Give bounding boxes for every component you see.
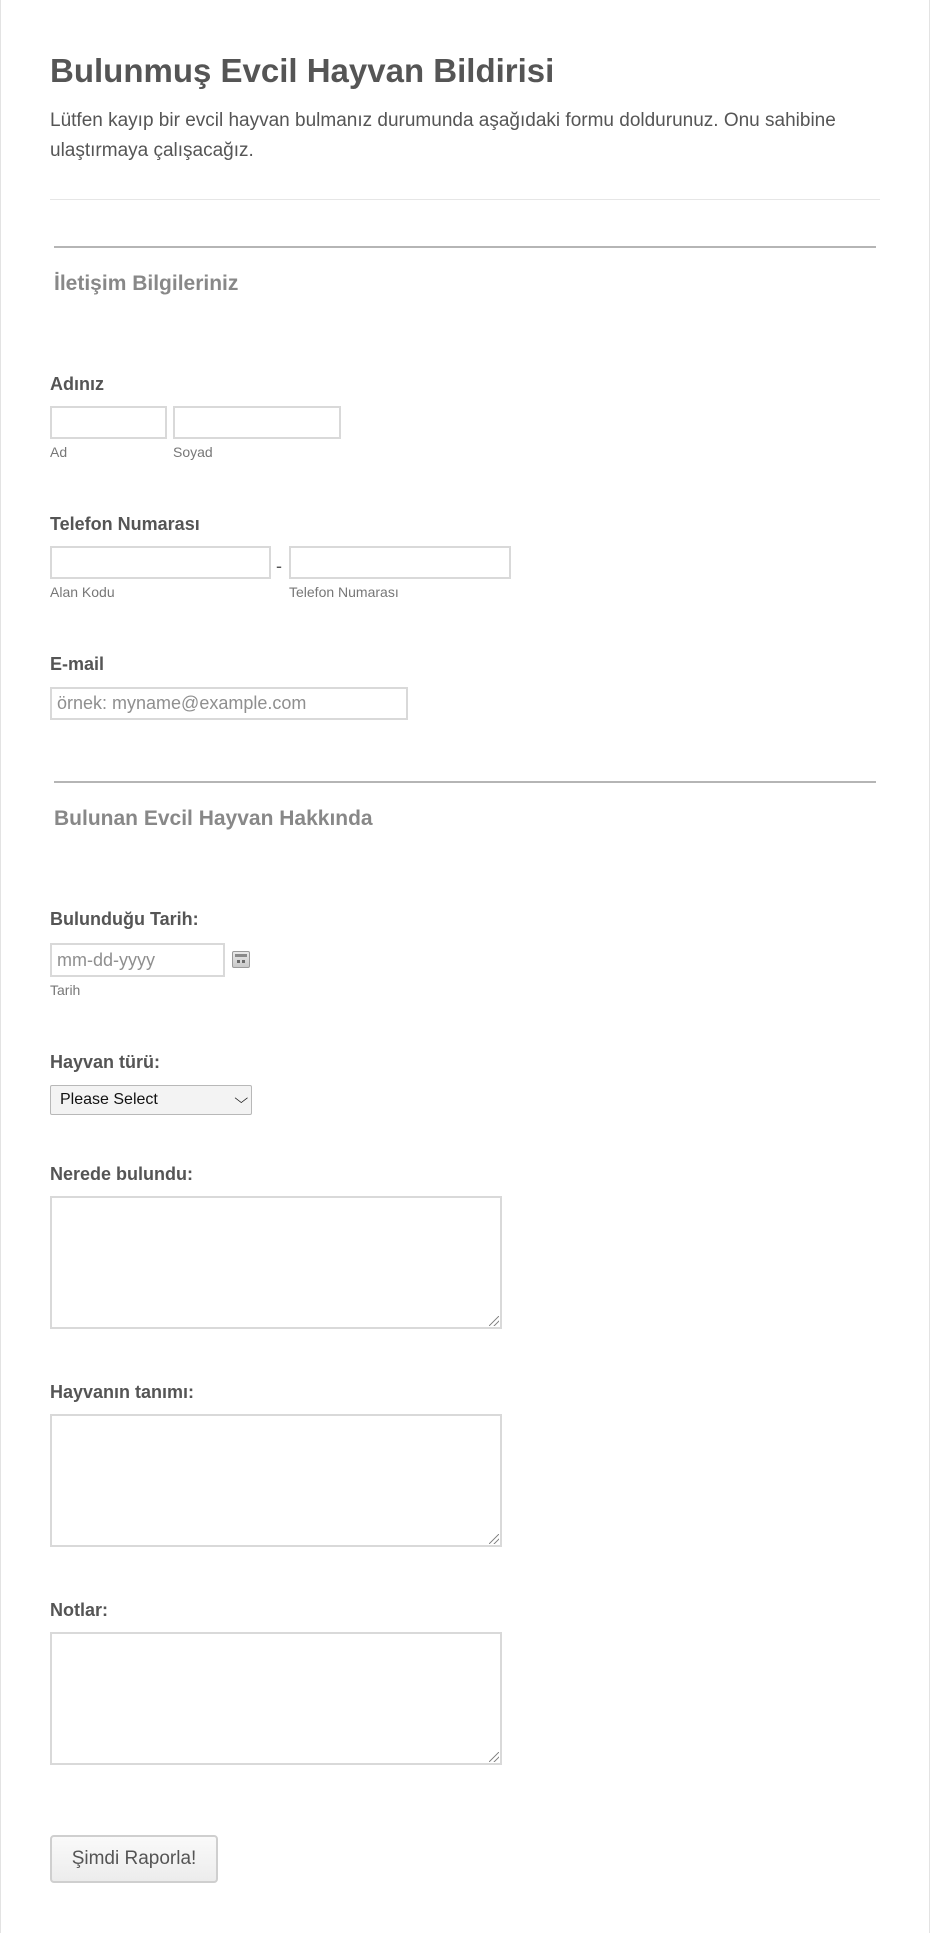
section-divider-pet [54, 781, 876, 783]
area-code-input[interactable] [50, 546, 271, 579]
resize-grip-icon[interactable] [489, 1316, 499, 1326]
description-textarea[interactable] [50, 1414, 502, 1547]
section-title-pet: Bulunan Evcil Hayvan Hakkında [54, 807, 373, 830]
resize-grip-icon[interactable] [489, 1534, 499, 1544]
chevron-down-icon: ⌵ [234, 1090, 249, 1106]
header-divider [50, 199, 880, 200]
calendar-icon[interactable] [232, 951, 250, 968]
email-label: E-mail [50, 654, 105, 674]
first-name-sublabel: Ad [50, 444, 68, 460]
section-title-contact: İletişim Bilgileriniz [54, 272, 239, 295]
description-label: Hayvanın tanımı: [50, 1382, 195, 1402]
form-subtitle: Lütfen kayıp bir evcil hayvan bulmanız durumunda aşağıdaki formu doldurunuz. Onu sahibine ulaştırmaya çalışacağız. [50, 110, 836, 161]
phone-separator: - [276, 556, 282, 576]
phone-label: Telefon Numarası [50, 514, 200, 534]
submit-button[interactable]: Şimdi Raporla! [50, 1835, 218, 1883]
form-title: Bulunmuş Evcil Hayvan Bildirisi [50, 52, 555, 89]
date-found-input[interactable] [50, 943, 225, 977]
date-found-label: Bulunduğu Tarih: [50, 909, 199, 929]
area-code-sublabel: Alan Kodu [50, 584, 115, 600]
section-divider-contact [54, 246, 876, 248]
date-sublabel: Tarih [50, 982, 81, 998]
last-name-sublabel: Soyad [173, 444, 213, 460]
species-select[interactable] [50, 1085, 252, 1115]
species-label: Hayvan türü: [50, 1052, 161, 1072]
last-name-input[interactable] [173, 406, 341, 439]
notes-textarea[interactable] [50, 1632, 502, 1765]
location-label: Nerede bulundu: [50, 1164, 193, 1184]
notes-label: Notlar: [50, 1600, 108, 1620]
email-input[interactable] [50, 687, 408, 720]
page-left-border [0, 0, 1, 1933]
first-name-input[interactable] [50, 406, 167, 439]
species-selected-value: Please Select [60, 1091, 158, 1108]
location-textarea[interactable] [50, 1196, 502, 1329]
phone-number-input[interactable] [289, 546, 511, 579]
resize-grip-icon[interactable] [489, 1752, 499, 1762]
name-label: Adınız [50, 374, 104, 394]
phone-number-sublabel: Telefon Numarası [289, 584, 399, 600]
